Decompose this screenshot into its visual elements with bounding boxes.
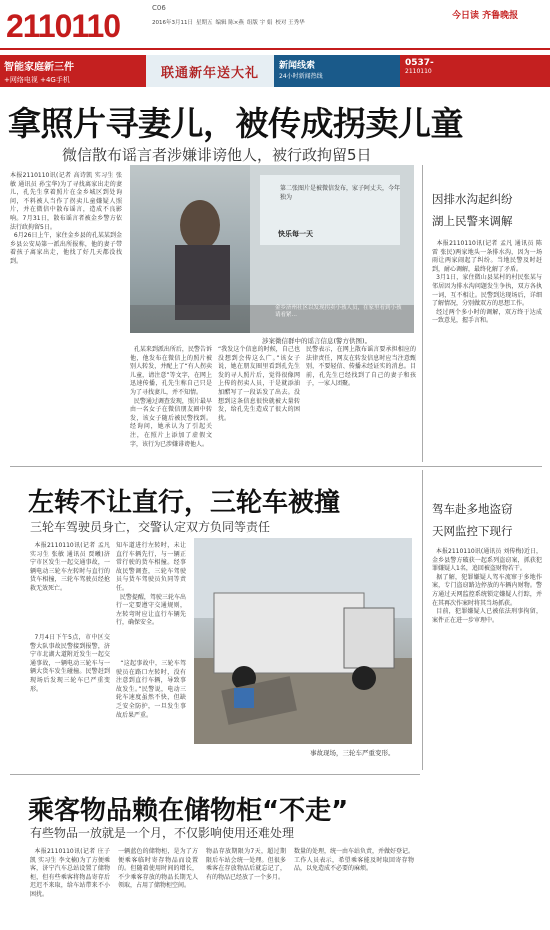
side1-title-2: 湖上民警来调解 bbox=[432, 214, 513, 228]
article2-photo bbox=[194, 538, 412, 744]
article2-col2: 7月4日下午5点，市中区交警大队事故民警接到报警，济宁市北湖大道附近发生一起交通事故，一辆电动三轮车与一辆大货车发生碰撞。民警赶到现场后发现三轮车已严重变形。 bbox=[30, 634, 110, 693]
ad-unicom: 联通新年送大礼 bbox=[146, 55, 274, 87]
article2-col3: 知车道进行左转时，未让直行车辆先行，与一辆正常行驶的货车相撞。经事故民警调查，三轮车驾驶员与货车驾驶员负同等责任。 民警提醒，驾驶三轮车出行一定要遵守交通规则，左转弯时应让直行车辆先行，确保安全。 bbox=[116, 542, 186, 627]
article2-col1: 本报2110110讯(记者 孟凡 实习生 张敏 通讯员 贾曦)济宁市区发生一起交通事故，一辆电动三轮车左转时与直行的货车相撞，三轮车驾驶员经抢救无效死亡。 bbox=[30, 542, 112, 592]
column-divider-2 bbox=[422, 470, 423, 770]
meta-line: 2016年3月11日 星期五 编辑 陈×燕 组版 宇 娟 校对 王秀华 bbox=[152, 20, 305, 26]
ad-smart-home: 智能家庭新三件 +网络电视 +4G手机 bbox=[0, 55, 146, 87]
photo-overlay-bottom: 金乡济州社区以发现拐卖小孩人员，在家里看到小孩请看紧… bbox=[275, 305, 402, 318]
masthead-brand: 今日读 齐鲁晚报 bbox=[452, 11, 519, 21]
photo-overlay-top: 第二张图片是被微信发布，家子阿丈夫，今年独为 bbox=[280, 185, 401, 201]
article3-subhead: 有些物品一放就是一个月，不仅影响使用还难处理 bbox=[30, 826, 295, 840]
article1-col3: “我发这个信息的时候，自己也没想到会传这么广。”该女子说，她在朋友圈里看到孔先生发的寻人照片后，觉得很像网上传的拐卖人员，于是就添油加醋写了一段话发了出去。没想到这条信息很快就被大量转发，给孔先生造成了很大的困扰。 bbox=[218, 346, 300, 422]
section-divider bbox=[10, 466, 542, 467]
article3-col3: 物品存放期限为7天，超过期限后车站会统一处理。但很多乘客在存放物品后就忘记了，有的物品已经放了一个多月。 bbox=[206, 848, 286, 881]
article1-col1: 本报2110110讯(记者 高诗凯 实习生 张 敏 通讯员 孙宝华)为了寻找离家出走的妻儿，孔先生拿着照片在金乡城区到处询问，不料被人当作了拐卖儿童嫌疑人照片，并在微信中散布谣言，造成不良影响。7月31日，散布谣言者被金乡警方依法行政拘留5日。 6月26日上午，家住金乡县的孔某某到金乡县公安局第一派出所报称，他的妻子带着孩子离家出走，他找了好几天都没找到。 bbox=[10, 172, 122, 265]
article1-col4: 民警表示，在网上散布谣言要承担相应的法律责任，网友在转发信息时应当注意甄别，不要轻信、传播未经证实的消息。目前，孔先生已经找到了自己的妻子和孩子，一家人团聚。 bbox=[306, 346, 416, 388]
article1-col2: 孔某来到派出所后，民警告诉他，他发布在微信上的照片被别人转发，并配上了“有人拐卖儿童，请注意”等文字，在网上迅速传播，孔先生称自己只是为了寻找妻儿，并不知情。 民警通过调查发现，照片最早由一名女子在微信朋友圈中转发，该女子随后被民警找到。经询问，她承认为了引起关注，在照片上添加了虚假文字，该行为已涉嫌诽谤他人。 bbox=[130, 346, 212, 448]
side1-title-1: 因排水沟起纠纷 bbox=[432, 192, 513, 206]
article1-subhead: 微信散布谣言者涉嫌诽谤他人，被行政拘留5日 bbox=[62, 146, 372, 164]
side1-body: 本报2110110讯(记者 孟凡 通讯员 陈雷 张民)两家地头一条排水沟，因为一场雨让两家闹起了纠纷。当地民警及时赶到，耐心调解，最终化解了矛盾。 3月1日，家住微山县某村的村民张某与邻居因为排水沟问题发生争执，双方各执一词，互不相让。民警到达现场后，详细了解情况，分别做双方的思想工作。 经过两个多小时的调解，双方终于达成一致意见，握手言和。 bbox=[432, 240, 542, 325]
ad-phone: 0537- 2110110 bbox=[400, 55, 550, 87]
article3-col4: 数量的处理，统一由车站负责，并做好登记。工作人员表示，希望乘客能及时取回寄存物品，以免造成不必要的麻烦。 bbox=[294, 848, 415, 873]
side2-body: 本报2110110讯(通讯员 刘传梅)近日，金乡县警方破获一起系列盗窃案，抓获犯罪嫌疑人1名，追回被盗财物若干。 据了解，犯罪嫌疑人驾车流窜于多地作案，专门盗窃路边停放的车辆内财物。警方通过天网监控系统锁定嫌疑人行踪，并在其再次作案时将其当场抓获。 目前，犯罪嫌疑人已被依法刑事拘留，案件正在进一步审理中。 bbox=[432, 548, 542, 624]
brand-logo: 齐鲁晚报 bbox=[482, 11, 519, 21]
article3-headline: 乘客物品赖在储物柜“不走” bbox=[28, 796, 349, 826]
article2-subhead: 三轮车驾驶员身亡，交警认定双方负同等责任 bbox=[30, 520, 271, 534]
photo-overlay-mid: 快乐每一天 bbox=[278, 230, 313, 238]
header-rule bbox=[0, 48, 550, 50]
ad-banner bbox=[0, 55, 550, 87]
article2-headline: 左转不让直行，三轮车被撞 bbox=[28, 488, 341, 518]
article2-col4: “这起事故中，三轮车驾驶员在路口左转时，没有注意到直行车辆，导致事故发生。”民警说，电动三轮车速度虽然不快，但缺乏安全防护，一旦发生事故后果严重。 bbox=[116, 660, 186, 719]
article3-col2: 一辆蓝色的储物柜，是为了方便乘客临时寄存物品而设置的。但随着使用时间的增长，不少乘客存放的物品长期无人领取，占用了储物柜空间。 bbox=[118, 848, 198, 890]
side2-title-2: 天网监控下现行 bbox=[432, 524, 513, 538]
article1-photo bbox=[130, 165, 414, 333]
ad-news-hotline: 新闻线索 24小时新闻热线 bbox=[274, 55, 400, 87]
edition-label: C06 bbox=[152, 4, 166, 12]
article1-headline: 拿照片寻妻儿，被传成拐卖儿童 bbox=[8, 104, 463, 143]
column-divider bbox=[422, 165, 423, 462]
article1-caption: 涉案微信群中的谣言信息(警方供图)。 bbox=[262, 337, 372, 345]
section-divider-2 bbox=[10, 774, 420, 775]
article2-caption: 事故现场，三轮车严重变形。 bbox=[310, 749, 395, 757]
side2-title-1: 驾车赴多地盗窃 bbox=[432, 502, 513, 516]
article3-col1: 本报2110110讯(记者 庄子凯 实习生 李文楠)为了方便乘客，济宁汽车总站设置了储物柜，但有些乘客将物品寄存后迟迟不来取，给车站带来不小困扰。 bbox=[30, 848, 110, 898]
page-number: 2110110 bbox=[6, 8, 121, 44]
